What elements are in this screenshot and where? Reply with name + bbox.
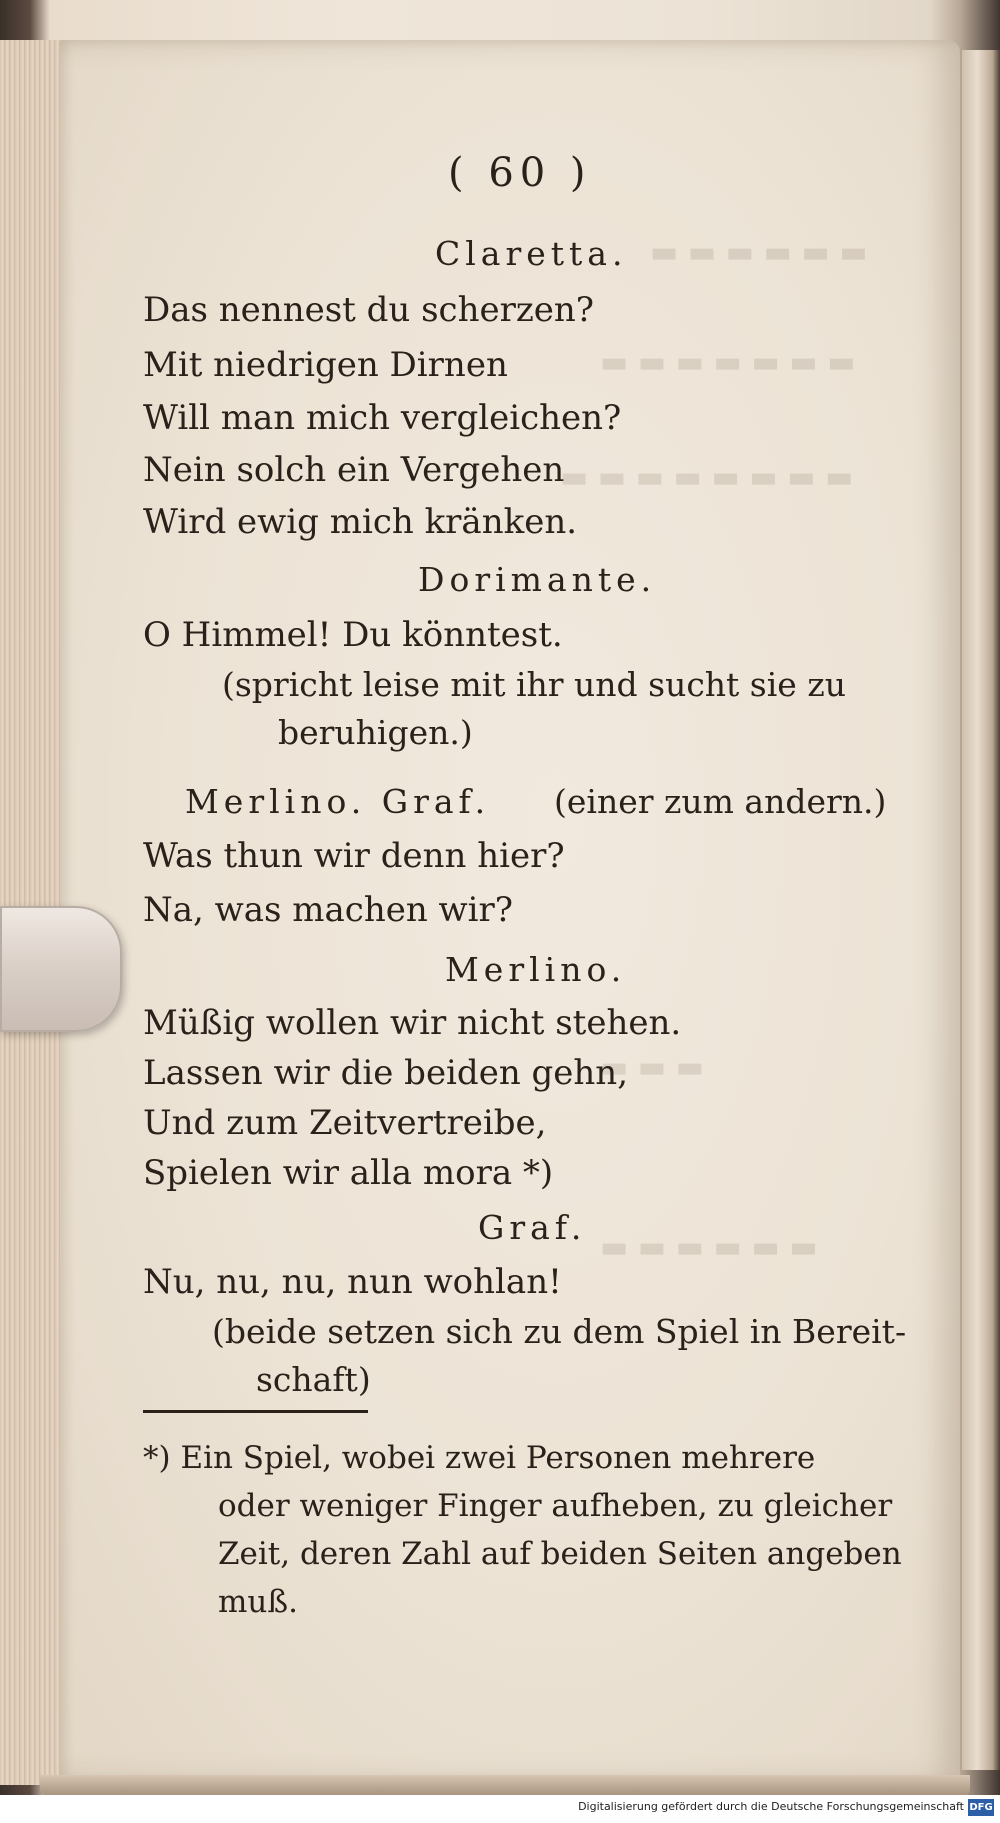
verse-line: Lassen wir die beiden gehn,: [143, 1053, 629, 1093]
verse-line: Was thun wir denn hier?: [143, 836, 565, 876]
stage-direction: (einer zum andern.): [554, 782, 887, 821]
verse-line: Spielen wir alla mora *): [143, 1153, 554, 1193]
page-edge-right: [962, 50, 1000, 1770]
bleed-through-decoration: ▬ ▬ ▬: [600, 1050, 705, 1085]
stage-direction: beruhigen.): [278, 713, 473, 752]
page-clip: [0, 906, 122, 1032]
bleed-through-decoration: ▬ ▬ ▬ ▬ ▬ ▬: [600, 1230, 818, 1265]
speaker-name: Dorimante.: [418, 560, 657, 599]
bleed-through-decoration: ▬ ▬ ▬ ▬ ▬ ▬ ▬ ▬: [560, 460, 854, 495]
footnote-line: Zeit, deren Zahl auf beiden Seiten angeben: [218, 1536, 902, 1572]
funding-credit: Digitalisierung gefördert durch die Deutsche Forschungsgemeinschaft: [578, 1800, 964, 1813]
stage-direction: schaft): [256, 1360, 371, 1399]
speaker-name: Merlino.: [445, 950, 627, 989]
verse-line: Nein solch ein Vergehen: [143, 450, 565, 490]
dfg-logo: DFG: [968, 1799, 994, 1816]
verse-line: Mit niedrigen Dirnen: [143, 345, 508, 385]
speaker-name: Claretta.: [435, 234, 628, 273]
speaker-name: Graf.: [478, 1208, 587, 1247]
stage-direction: (spricht leise mit ihr und sucht sie zu: [222, 665, 846, 704]
verse-line: Das nennest du scherzen?: [143, 290, 595, 330]
footnote-line: muß.: [218, 1584, 298, 1620]
page-edge-bottom: [40, 1775, 970, 1795]
verse-line: Will man mich vergleichen?: [143, 398, 622, 438]
verse-line: O Himmel! Du könntest.: [143, 615, 563, 655]
verse-line: Und zum Zeitvertreibe,: [143, 1103, 547, 1143]
verse-line: Nu, nu, nu, nun wohlan!: [143, 1262, 562, 1302]
speaker-name: Merlino. Graf.: [185, 782, 491, 821]
page-number-header: ( 60 ): [448, 150, 592, 196]
footnote-line: oder weniger Finger aufheben, zu gleicher: [218, 1488, 893, 1524]
footnote-line: *) Ein Spiel, wobei zwei Personen mehrere: [143, 1440, 816, 1476]
footnote-rule: [143, 1410, 368, 1413]
bleed-through-decoration: ▬ ▬ ▬ ▬ ▬ ▬: [650, 235, 868, 270]
verse-line: Na, was machen wir?: [143, 890, 513, 930]
stage-direction: (beide setzen sich zu dem Spiel in Bereit-: [212, 1312, 907, 1351]
verse-line: Müßig wollen wir nicht stehen.: [143, 1003, 682, 1043]
verse-line: Wird ewig mich kränken.: [143, 502, 578, 542]
bleed-through-decoration: ▬ ▬ ▬ ▬ ▬ ▬ ▬: [600, 345, 856, 380]
